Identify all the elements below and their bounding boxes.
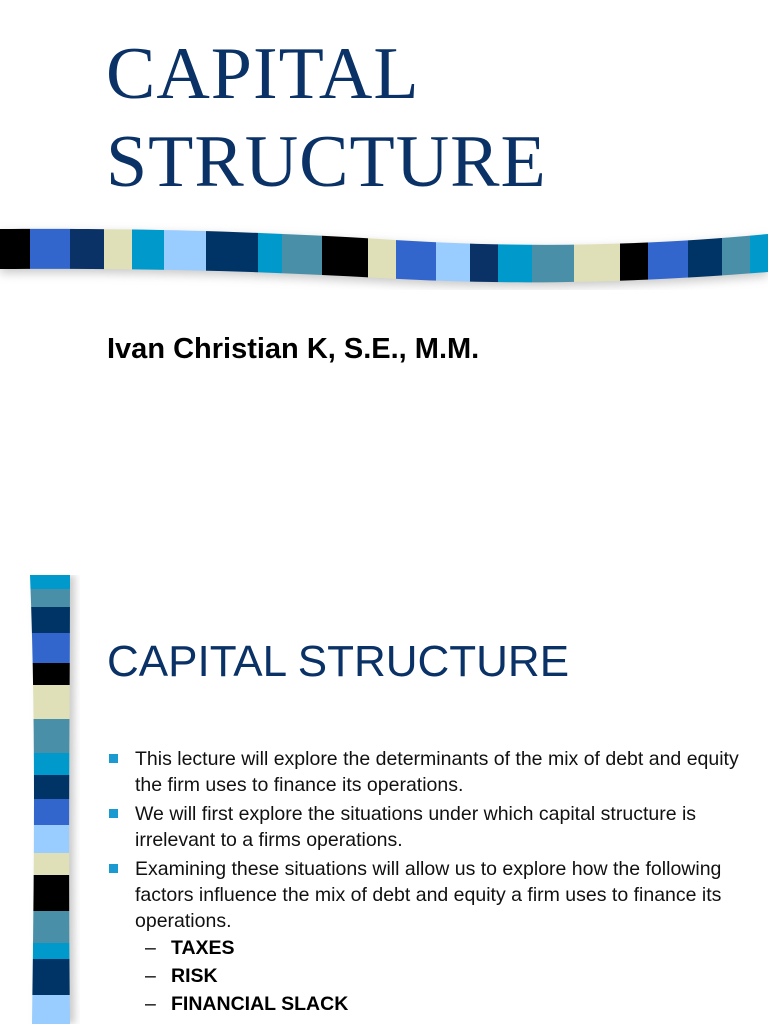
bullet-text: We will first explore the situations under which capital structure is irrelevant to a firms operations. xyxy=(135,803,697,851)
sub-bullet-list xyxy=(135,934,757,1018)
decorative-vertical-stripe xyxy=(22,575,80,1024)
slide-separator xyxy=(0,545,768,575)
square-bullet-icon xyxy=(109,809,118,818)
sub-bullet-text: RISK xyxy=(171,965,218,987)
bullet-text: Examining these situations will allow us to explore how the following factors influence the mix of debt and equity a firm uses to finance its operations. xyxy=(135,858,722,932)
sub-bullet-text: FINANCIAL SLACK xyxy=(171,993,349,1015)
bullet-item xyxy=(107,801,757,853)
title-line-2: STRUCTURE xyxy=(106,121,547,203)
sub-bullet-item xyxy=(145,934,757,962)
dash-bullet-icon: – xyxy=(145,937,156,959)
sub-bullet-item xyxy=(145,962,757,990)
slide-title: CAPITAL STRUCTURE xyxy=(107,637,570,686)
sub-bullet-item xyxy=(145,990,757,1018)
square-bullet-icon xyxy=(109,754,118,763)
bullet-text: This lecture will explore the determinants of the mix of debt and equity the firm uses to finance its operations. xyxy=(135,748,739,796)
square-bullet-icon xyxy=(109,864,118,873)
author-name: Ivan Christian K, S.E., M.M. xyxy=(107,333,480,365)
bullet-list xyxy=(107,746,757,1021)
slide-title xyxy=(106,30,746,206)
bullet-item xyxy=(107,746,757,798)
bullet-item xyxy=(107,856,757,1018)
title-line-1: CAPITAL xyxy=(106,33,420,115)
dash-bullet-icon: – xyxy=(145,993,156,1015)
dash-bullet-icon: – xyxy=(145,965,156,987)
sub-bullet-text: TAXES xyxy=(171,937,235,959)
decorative-stripe-band xyxy=(0,208,768,290)
content-slide xyxy=(0,575,768,1024)
